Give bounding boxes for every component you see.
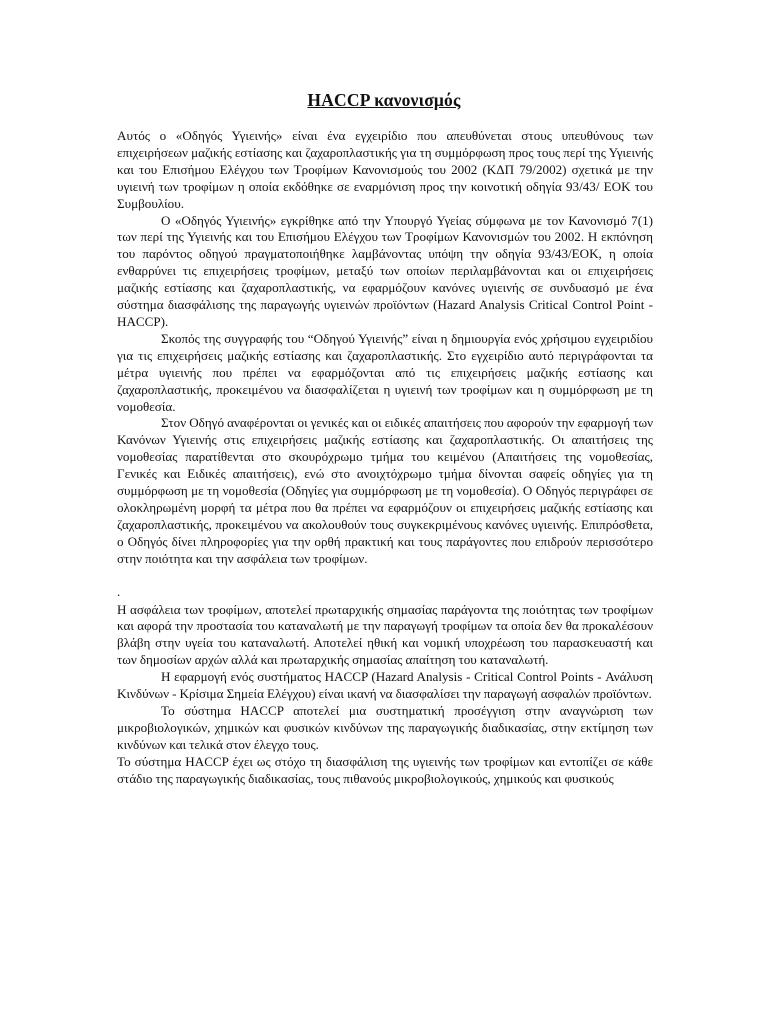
document-body xyxy=(117,128,653,788)
paragraph-food-safety: Η ασφάλεια των τροφίμων, αποτελεί πρωταρχικής σημασίας παράγοντα της ποιότητας των τροφίμων και αφορά την προστασία του καταναλωτή με την παραγωγή τροφίμων τα οποία δεν θα προκαλέσουν βλάβη στην υγεία του καταναλωτή. Αποτελεί ηθική και νομική υποχρέωση του παρασκευαστή και των δημοσίων αρχών αλλά και πρωταρχικής σημασίας απαίτηση του καταναλωτή. xyxy=(117,601,653,668)
paragraph-approval: Ο «Οδηγός Υγιεινής» εγκρίθηκε από την Υπουργό Υγείας σύμφωνα με τον Κανονισμό 7(1) των περί της Υγιεινής και του Επισήμου Ελέγχου των Τροφίμων Κανονισμών του 2002. Η εκπόνηση του παρόντος οδηγού πραγματοποιήθηκε λαμβάνοντας υπόψη την οδηγία 93/43/ΕΟΚ, η οποία ενθαρρύνει τις επιχειρήσεις τροφίμων, μεταξύ των οποίων περιλαμβάνονται και οι επιχειρήσεις μαζικής εστίασης και ζαχαροπλαστικής, να εφαρμόζουν κανόνες υγιεινής σε συνδυασμό με ένα σύστημα διασφάλισης της παραγωγής υγιεινών προϊόντων (Hazard Analysis Critical Control Point - HACCP). xyxy=(117,212,653,329)
paragraph-haccp-approach: Το σύστημα HACCP αποτελεί μια συστηματική προσέγγιση στην αναγνώριση των μικροβιολογικών, χημικών και φυσικών κινδύνων της παραγωγικής διαδικασίας, στην εκτίμηση των κινδύνων και τελικά στον έλεγχο τους. xyxy=(117,703,653,752)
paragraph-intro: Αυτός ο «Οδηγός Υγιεινής» είναι ένα εγχειρίδιο που απευθύνεται στους υπευθύνους των επιχειρήσεων μαζικής εστίασης και ζαχαροπλαστικής για τη συμμόρφωση προς τους περί της Υγιεινής και του Επισήμου Ελέγχου των Τροφίμων Κανονισμούς του 2002 (ΚΔΠ 79/2002) σχετικά με την υγιεινή των τροφίμων η οποία εκδόθηκε σε εναρμόνιση προς την κοινοτική οδηγία 93/43/ ΕΟΚ του Συμβουλίου. xyxy=(117,128,653,211)
paragraph-purpose: Σκοπός της συγγραφής του “Οδηγού Υγιεινής” είναι η δημιουργία ενός χρήσιμου εγχειριδίου για τις επιχειρήσεις μαζικής εστίασης και ζαχαροπλαστικής. Στο εγχειρίδιο αυτό περιγράφονται τα μέτρα υγιεινής που πρέπει να εφαρμόζονται από τις επιχειρήσεις μαζικής εστίασης και ζαχαροπλαστικής, προκειμένου να διασφαλίζεται η υγιεινή των τροφίμων και η συμμόρφωση με τη νομοθεσία. xyxy=(117,330,653,414)
paragraph-haccp-application: Η εφαρμογή ενός συστήματος HACCP (Hazard Analysis - Critical Control Points - Ανάλυση Κινδύνων - Κρίσιμα Σημεία Ελέγχου) είναι ικανή να διασφαλίσει την παραγωγή ασφαλών προϊόντων. xyxy=(117,669,653,702)
paragraph-haccp-goal: Το σύστημα HACCP έχει ως στόχο τη διασφάλιση της υγιεινής των τροφίμων και εντοπίζει σε κάθε στάδιο της παραγωγικής διαδικασίας, τους πιθανούς μικροβιολογικούς, χημικούς και φυσικούς xyxy=(117,753,653,786)
document-title: HACCP κανονισμός xyxy=(307,90,461,110)
paragraph-separator-dot: . xyxy=(117,583,121,599)
paragraph-requirements: Στον Οδηγό αναφέρονται οι γενικές και οι ειδικές απαιτήσεις που αφορούν την εφαρμογή των Κανόνων Υγιεινής στις επιχειρήσεις μαζικής εστίασης και ζαχαροπλαστικής. Οι απαιτήσεις της νομοθεσίας παρατίθενται στο σκουρόχρωμο τμήμα του κειμένου (Απαιτήσεις της νομοθεσίας, Γενικές και Ειδικές απαιτήσεις), ενώ στο ανοιχτόχρωμο τμήμα δίνονται σαφείς οδηγίες για τη συμμόρφωση με τη νομοθεσία (Οδηγίες για συμμόρφωση με τη νομοθεσία). Ο Οδηγός περιγράφει σε ολοκληρωμένη μορφή τα μέτρα που θα πρέπει να εφαρμόζουν οι επιχειρήσεις μαζικής εστίασης και ζαχαροπλαστικής, προκειμένου να ακολουθούν τους συγκεκριμένους κανόνες υγιεινής. Επιπρόσθετα, ο Οδηγός δίνει πληροφορίες για την ορθή πρακτική και τους παράγοντες που επιδρούν περισσότερο στην ποιότητα και την ασφάλεια των τροφίμων. xyxy=(117,415,653,566)
